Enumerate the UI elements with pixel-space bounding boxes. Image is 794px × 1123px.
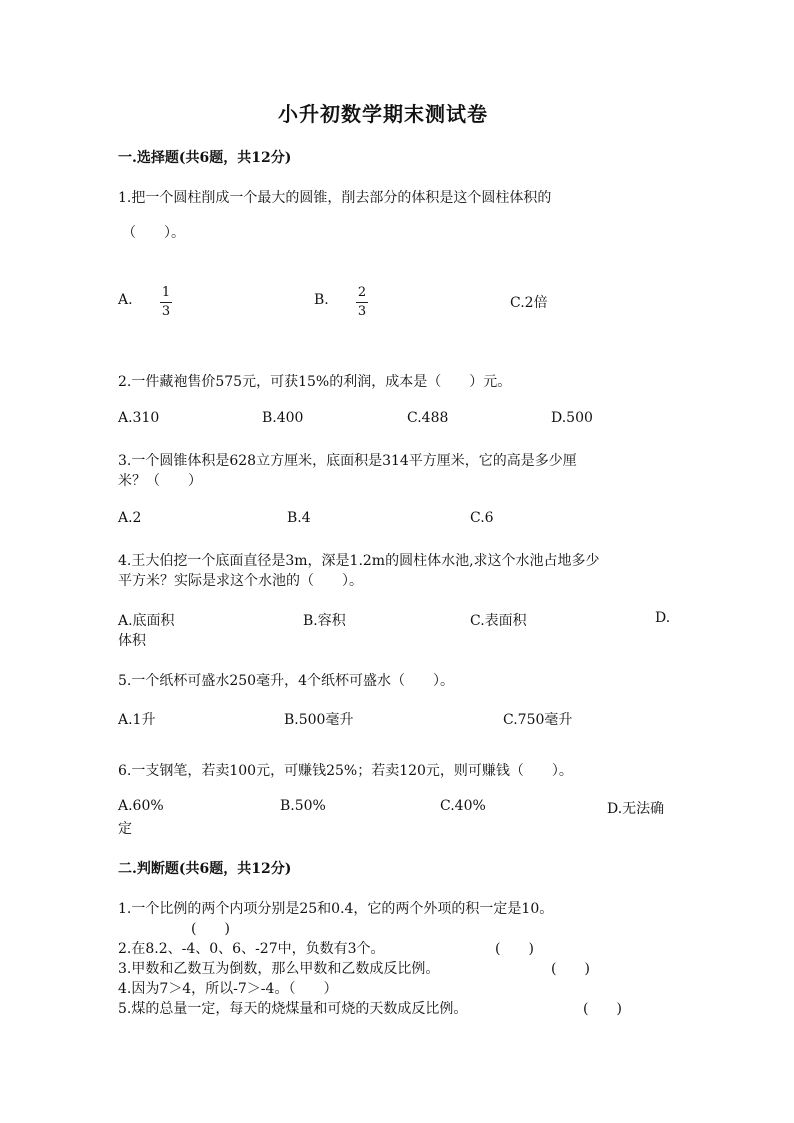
judgement-2-blank: ( ) <box>495 941 534 957</box>
question-3-option-b: B.4 <box>287 510 311 526</box>
question-4-stem-line2: 平方米？实际是求这个水池的（ ）。 <box>118 573 363 589</box>
judgement-2: 2.在8.2、-4、0、6、-27中，负数有3个。 <box>118 941 385 957</box>
judgement-1-blank: ( ) <box>191 921 230 937</box>
question-4-option-b: B.容积 <box>303 613 346 629</box>
question-2-stem: 2.一件藏袍售价575元，可获15%的利润，成本是（ ）元。 <box>118 374 512 390</box>
question-4-stem-line1: 4.王大伯挖一个底面直径是3m，深是1.2m的圆柱体水池,求这个水池占地多少 <box>118 553 600 569</box>
question-3-option-c: C.6 <box>470 510 494 526</box>
judgement-1: 1.一个比例的两个内项分别是25和0.4，它的两个外项的积一定是10。 <box>118 901 554 917</box>
fraction-numerator: 2 <box>357 285 367 300</box>
fraction-denominator: 3 <box>357 304 367 319</box>
section-heading-choice: 一.选择题(共6题，共12分) <box>118 150 292 166</box>
question-2-option-a: A.310 <box>118 410 160 426</box>
question-6-option-b: B.50% <box>280 798 326 814</box>
question-3-stem-line1: 3.一个圆锥体积是628立方厘米，底面积是314平方厘米，它的高是多少厘 <box>118 453 577 469</box>
question-6-stem: 6.一支钢笔，若卖100元，可赚钱25%；若卖120元，则可赚钱（ ）。 <box>118 763 573 779</box>
question-5-option-a: A.1升 <box>118 712 156 728</box>
judgement-3-blank: ( ) <box>551 961 590 977</box>
question-1-stem: 1.把一个圆柱削成一个最大的圆锥，削去部分的体积是这个圆柱体积的 <box>118 190 552 206</box>
question-4-option-a: A.底面积 <box>118 613 175 629</box>
question-5-stem: 5.一个纸杯可盛水250毫升，4个纸杯可盛水（ ）。 <box>118 673 454 689</box>
question-1-blank: （ ）。 <box>122 225 185 241</box>
judgement-5-blank: ( ) <box>583 1001 622 1017</box>
fraction-denominator: 3 <box>161 304 171 319</box>
question-4-option-c: C.表面积 <box>470 613 527 629</box>
question-4-option-d: D. <box>655 610 671 626</box>
question-1-option-b-fraction <box>356 286 368 319</box>
question-5-option-b: B.500毫升 <box>284 712 354 728</box>
question-6-option-d-wrap: 定 <box>118 821 132 837</box>
question-2-option-c: C.488 <box>407 410 449 426</box>
question-6-option-c: C.40% <box>440 798 486 814</box>
question-2-option-b: B.400 <box>262 410 304 426</box>
section-heading-judgement: 二.判断题(共6题，共12分) <box>118 861 292 877</box>
question-1-option-c: C.2倍 <box>510 295 548 311</box>
question-4-option-d-wrap: 体积 <box>118 633 146 649</box>
fraction-bar <box>160 302 172 303</box>
fraction-bar <box>356 302 368 303</box>
fraction-numerator: 1 <box>161 285 171 300</box>
question-3-option-a: A.2 <box>118 510 142 526</box>
question-6-option-a: A.60% <box>118 798 164 814</box>
judgement-3: 3.甲数和乙数互为倒数，那么甲数和乙数成反比例。 <box>118 961 440 977</box>
question-3-stem-line2: 米？（ ） <box>118 473 202 489</box>
judgement-4: 4.因为7＞4，所以-7＞-4。（ ） <box>118 981 338 997</box>
question-1-option-a-label: A. <box>118 292 133 308</box>
question-2-option-d: D.500 <box>551 410 593 426</box>
judgement-5: 5.煤的总量一定，每天的烧煤量和可烧的天数成反比例。 <box>118 1001 468 1017</box>
question-1-option-a-fraction <box>160 286 172 319</box>
question-6-option-d: D.无法确 <box>607 801 665 817</box>
question-1-option-b-label: B. <box>314 292 329 308</box>
question-5-option-c: C.750毫升 <box>503 712 573 728</box>
page-title: 小升初数学期末测试卷 <box>278 102 488 126</box>
